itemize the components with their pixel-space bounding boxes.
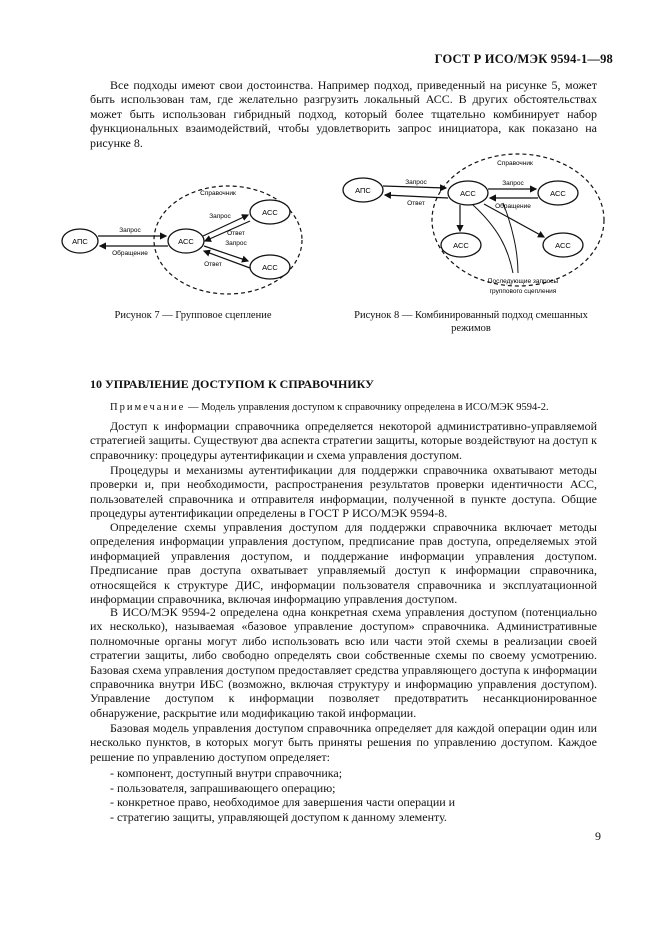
note-paragraph bbox=[90, 401, 597, 415]
fig7-request-label: Запрос bbox=[119, 227, 141, 234]
fig7-directory-label: Справочник bbox=[200, 190, 236, 197]
fig8-acc-left-bottom-label: АСС bbox=[453, 241, 469, 250]
note-label: Примечание bbox=[110, 402, 186, 413]
fig7-answer-bottom-label: Ответ bbox=[204, 261, 222, 268]
intro-paragraph: Все подходы имеют свои достоинства. Например подход, приведенный на рисунке 5, может быть использован там, где желательно разгрузить локальный АСС. В других обстоятельствах может быть использован гибридный подход, который более тщательно комбинирует набор функциональных взаимодействий, чтобы удовлетворить запрос инициатора, как показано на рисунке 8. bbox=[90, 78, 597, 150]
fig7-aps-label: АПС bbox=[72, 237, 88, 246]
fig8-aps-label: АПС bbox=[355, 186, 371, 195]
fig7-acc-top-label: АСС bbox=[262, 208, 278, 217]
list-item: - конкретное право, необходимое для завершения части операции и bbox=[110, 795, 456, 810]
page-number: 9 bbox=[595, 829, 601, 843]
fig8-acc-right-label: АСС bbox=[550, 189, 566, 198]
fig8-directory-label: Справочник bbox=[497, 160, 533, 167]
decision-list bbox=[90, 766, 597, 824]
fig7-access-label: Обращение bbox=[112, 250, 148, 257]
list-item: - стратегию защиты, управляющей доступом к данному элементу. bbox=[110, 809, 447, 824]
paragraph-3: Определение схемы управления доступом для поддержки справочника включает методы определения информации управления доступом, предписание прав доступа, определяемых этой информацией управления доступом, и поддержание информации управления доступом. Предписание прав доступа охватывает управляемый доступ к информации справочника, относящейся к структуре ДИС, информации пользователя справочника и эксплуатационной информации справочника, включая информацию управления доступом. bbox=[90, 520, 597, 607]
figure-8-caption: Рисунок 8 — Комбинированный подход смешанных режимов bbox=[354, 310, 588, 334]
fig7-request-top-label: Запрос bbox=[209, 213, 231, 220]
list-item: - пользователя, запрашивающего операцию; bbox=[110, 780, 336, 795]
fig8-request-label: Запрос bbox=[405, 179, 427, 186]
document-header: ГОСТ Р ИСО/МЭК 9594-1—98 bbox=[434, 52, 613, 66]
paragraph-4: В ИСО/МЭК 9594-2 определена одна конкретная схема управления доступом (потенциально их несколько), называемая «базовое управление доступом» справочника. Административные полномочные органы могут либо использовать всю или части этой схемы в реализации своей стратегии защиты, либо свободно определять свои собственные схемы по своему усмотрению. Базовая схема управления доступом предоставляет средства управляющего доступа к информации справочника внутри ИБС (возможно, включая структуру и информацию управления доступом). Управление доступом к информации позволяет предотвратить несанкционированное обнаружение, раскрытие или модификацию такой информации. bbox=[90, 605, 597, 720]
section-title: 10 УПРАВЛЕНИЕ ДОСТУПОМ К СПРАВОЧНИКУ bbox=[90, 377, 374, 391]
fig7-answer-mid-label: Ответ bbox=[227, 230, 245, 237]
figure-7-caption: Рисунок 7 — Групповое сцепление bbox=[114, 310, 272, 321]
fig8-request-right-label: Запрос bbox=[502, 180, 524, 187]
fig8-followup-line2: группового сцепления bbox=[489, 288, 557, 295]
fig8-access-right-label: Обращение bbox=[495, 203, 531, 210]
paragraph-1: Доступ к информации справочника определяется некоторой административно-управляемой стратегией защиты. Существуют два аспекта стратегии защиты, которые воздействуют на доступ к справочнику: процедуры аутентификации и схема управления доступом. bbox=[90, 419, 597, 462]
fig7-acc-bottom-label: АСС bbox=[262, 263, 278, 272]
fig7-acc-center-label: АСС bbox=[178, 237, 194, 246]
fig8-followup-line1: Последующие запросы bbox=[487, 278, 559, 285]
fig8-acc-right-bottom-label: АСС bbox=[555, 241, 571, 250]
figure-7-diagram bbox=[58, 178, 308, 298]
note-text: — Модель управления доступом к справочнику определена в ИСО/МЭК 9594-2. bbox=[185, 402, 549, 413]
fig8-acc-center-label: АСС bbox=[460, 189, 476, 198]
list-item: - компонент, доступный внутри справочника; bbox=[110, 766, 343, 780]
paragraph-2: Процедуры и механизмы аутентификации для поддержки справочника охватывают методы проверки и, при необходимости, распространения результатов проверки идентичности АСС, пользователей справочника и отправителя информации, полученной в пункте доступа. Общие процедуры аутентификации определены в ГОСТ Р ИСО/МЭК 9594-8. bbox=[90, 463, 597, 521]
fig7-request-mid-label: Запрос bbox=[225, 240, 247, 247]
fig8-answer-label: Ответ bbox=[407, 200, 425, 207]
paragraph-5: Базовая модель управления доступом справочника определяет для каждой операции один или несколько пунктов, в которых могут быть приняты решения по управлению доступом. Каждое решение по управлению доступом определяет: bbox=[90, 721, 597, 764]
figure-8-diagram bbox=[338, 148, 608, 303]
